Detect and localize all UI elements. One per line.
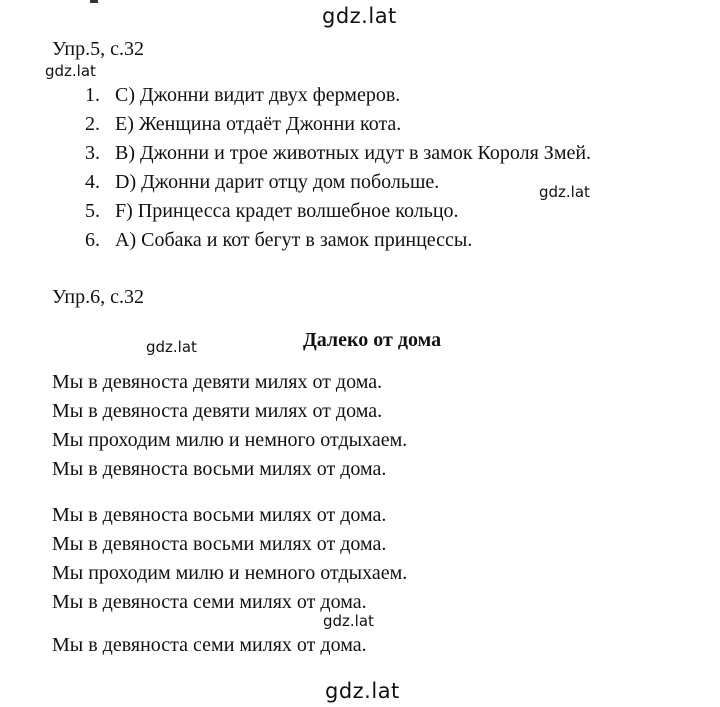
list-item — [85, 170, 439, 194]
poem-line: Мы проходим милю и немного отдыхаем. — [52, 562, 408, 584]
list-item-number: 5. — [85, 200, 100, 222]
watermark-bottom: gdz.lat — [325, 679, 400, 703]
list-item-text: B) Джонни и трое животных идут в замок Короля Змей. — [115, 142, 592, 164]
list-item-number: 2. — [85, 113, 100, 135]
watermark-bottom-small: gdz.lat — [323, 612, 374, 630]
poem-last-line: Мы в девяноста семи милях от дома. — [52, 634, 367, 656]
watermark-left-small: gdz.lat — [45, 62, 96, 80]
list-item-text: F) Принцесса крадет волшебное кольцо. — [115, 200, 459, 222]
exercise-5-heading: Упр.5, с.32 — [52, 38, 144, 60]
watermark-right-small: gdz.lat — [539, 183, 590, 201]
list-item — [85, 199, 459, 223]
poem-title: Далеко от дома — [303, 329, 442, 351]
list-item-text: A) Собака и кот бегут в замок принцессы. — [115, 229, 473, 251]
list-item — [85, 83, 400, 107]
list-item — [85, 112, 401, 136]
poem-line: Мы в девяноста девяти милях от дома. — [52, 400, 383, 422]
top-clipped-mark — [90, 0, 98, 3]
list-item — [85, 228, 472, 252]
poem-line: Мы в девяноста восьми милях от дома. — [52, 533, 387, 555]
list-item-text: E) Женщина отдаёт Джонни кота. — [115, 113, 402, 135]
list-item-text: C) Джонни видит двух фермеров. — [115, 84, 401, 106]
list-item-number: 3. — [85, 142, 100, 164]
poem-line: Мы в девяноста семи милях от дома. — [52, 591, 367, 613]
list-item-number: 6. — [85, 229, 100, 251]
poem-line: Мы в девяноста восьми милях от дома. — [52, 458, 387, 480]
list-item-number: 1. — [85, 84, 100, 106]
poem-line: Мы в девяноста восьми милях от дома. — [52, 504, 387, 526]
watermark-top: gdz.lat — [322, 4, 397, 28]
exercise-6-heading: Упр.6, с.32 — [52, 286, 144, 308]
list-item-text: D) Джонни дарит отцу дом побольше. — [115, 171, 440, 193]
list-item-number: 4. — [85, 171, 100, 193]
list-item — [85, 141, 591, 165]
poem-line: Мы в девяноста девяти милях от дома. — [52, 371, 383, 393]
poem-line: Мы проходим милю и немного отдыхаем. — [52, 429, 408, 451]
watermark-mid-small: gdz.lat — [146, 338, 197, 356]
